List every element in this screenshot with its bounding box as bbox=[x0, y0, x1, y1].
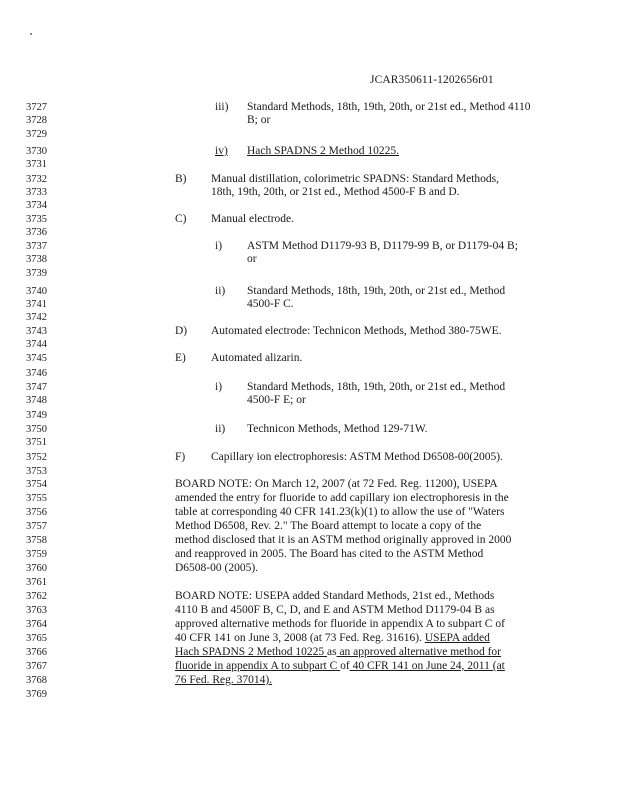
line-number: 3762 bbox=[26, 591, 47, 602]
item-text: B; or bbox=[247, 114, 271, 126]
line-number: 3764 bbox=[26, 619, 47, 630]
item-marker: E) bbox=[175, 352, 186, 364]
line-number: 3755 bbox=[26, 493, 47, 504]
line-number: 3729 bbox=[26, 129, 47, 140]
line-number: 3760 bbox=[26, 563, 47, 574]
note-text: 40 CFR 141 on June 3, 2008 (at 73 Fed. Reg. 31616). bbox=[175, 632, 425, 644]
item-text: or bbox=[247, 253, 257, 265]
note-line: 4110 B and 4500F B, C, D, and E and ASTM Method D1179-04 B as bbox=[175, 604, 495, 616]
item-text: 18th, 19th, 20th, or 21st ed., Method 4500-F B and D. bbox=[211, 186, 460, 198]
line-number: 3761 bbox=[26, 577, 47, 588]
note-amendment-text: 40 CFR 141 on June 24, 2011 (at bbox=[349, 660, 505, 672]
line-number: 3744 bbox=[26, 339, 47, 350]
item-text: 4500-F C. bbox=[247, 298, 294, 310]
note-line: and reapproved in 2005. The Board has cited to the ASTM Method bbox=[175, 548, 484, 560]
note-amendment-text: fluoride in appendix A to subpart C bbox=[175, 660, 341, 672]
line-number: 3734 bbox=[26, 200, 47, 211]
line-number: 3747 bbox=[26, 382, 47, 393]
item-text: Technicon Methods, Method 129-71W. bbox=[247, 423, 428, 435]
note-line: Method D6508, Rev. 2." The Board attempt to locate a copy of the bbox=[175, 520, 482, 532]
item-marker: iv) bbox=[215, 145, 228, 157]
line-number: 3746 bbox=[26, 368, 47, 379]
note-line bbox=[175, 660, 505, 673]
line-number: 3735 bbox=[26, 214, 47, 225]
item-marker: iii) bbox=[215, 101, 229, 113]
line-number: 3727 bbox=[26, 102, 47, 113]
note-line: BOARD NOTE: On March 12, 2007 (at 72 Fed. Reg. 11200), USEPA bbox=[175, 478, 498, 490]
item-text: Standard Methods, 18th, 19th, 20th, or 21st ed., Method bbox=[247, 381, 506, 393]
line-number: 3742 bbox=[26, 312, 47, 323]
line-number: 3756 bbox=[26, 507, 47, 518]
item-marker: ii) bbox=[215, 423, 226, 435]
note-line: method disclosed that it is an ASTM method originally approved in 2000 bbox=[175, 534, 512, 546]
note-amendment-text: USEPA added bbox=[424, 632, 490, 644]
note-line: table at corresponding 40 CFR 141.23(k)(1) to allow the use of "Waters bbox=[175, 506, 505, 518]
line-number: 3732 bbox=[26, 174, 47, 185]
item-marker: i) bbox=[215, 240, 223, 252]
item-text: Hach SPADNS 2 Method 10225. bbox=[247, 145, 399, 157]
item-text: ASTM Method D1179-93 B, D1179-99 B, or D1179-04 B; bbox=[247, 240, 518, 252]
line-number: 3730 bbox=[26, 146, 47, 157]
item-text: Standard Methods, 18th, 19th, 20th, or 21st ed., Method 4110 bbox=[247, 101, 531, 113]
line-number: 3763 bbox=[26, 605, 47, 616]
line-number: 3749 bbox=[26, 410, 47, 421]
note-line: approved alternative methods for fluoride in appendix A to subpart C of bbox=[175, 618, 505, 630]
line-number: 3736 bbox=[26, 227, 47, 238]
line-number: 3739 bbox=[26, 268, 47, 279]
line-number: 3743 bbox=[26, 326, 47, 337]
note-line: BOARD NOTE: USEPA added Standard Methods, 21st ed., Methods bbox=[175, 590, 495, 602]
note-line: 76 Fed. Reg. 37014). bbox=[175, 674, 273, 686]
note-line bbox=[175, 632, 490, 645]
note-line: amended the entry for fluoride to add capillary ion electrophoresis in the bbox=[175, 492, 509, 504]
line-number: 3758 bbox=[26, 535, 47, 546]
line-number: 3767 bbox=[26, 661, 47, 672]
line-number: 3768 bbox=[26, 675, 47, 686]
note-line bbox=[175, 646, 501, 659]
line-number: 3769 bbox=[26, 689, 47, 700]
item-text: Manual distillation, colorimetric SPADNS: Standard Methods, bbox=[211, 173, 500, 185]
line-number: 3737 bbox=[26, 241, 47, 252]
item-text: Standard Methods, 18th, 19th, 20th, or 21st ed., Method bbox=[247, 285, 506, 297]
item-text: Capillary ion electrophoresis: ASTM Method D6508-00(2005). bbox=[211, 451, 503, 463]
item-marker: C) bbox=[175, 213, 187, 225]
line-number: 3738 bbox=[26, 254, 47, 265]
line-number: 3753 bbox=[26, 466, 47, 477]
item-marker: ii) bbox=[215, 285, 226, 297]
note-text: of bbox=[340, 660, 350, 672]
item-text: Automated alizarin. bbox=[211, 352, 303, 364]
document-id: JCAR350611-1202656r01 bbox=[370, 74, 494, 86]
scan-mark bbox=[30, 33, 32, 35]
item-marker: F) bbox=[175, 451, 186, 463]
line-number: 3766 bbox=[26, 647, 47, 658]
line-number: 3728 bbox=[26, 115, 47, 126]
item-marker: B) bbox=[175, 173, 187, 185]
line-number: 3733 bbox=[26, 187, 47, 198]
item-marker: i) bbox=[215, 381, 223, 393]
line-number: 3759 bbox=[26, 549, 47, 560]
note-text: as bbox=[326, 646, 337, 658]
line-number: 3748 bbox=[26, 395, 47, 406]
item-text: Automated electrode: Technicon Methods, Method 380-75WE. bbox=[211, 325, 502, 337]
note-line: D6508-00 (2005). bbox=[175, 562, 259, 574]
line-number: 3751 bbox=[26, 437, 47, 448]
item-marker: D) bbox=[175, 325, 188, 337]
line-number: 3750 bbox=[26, 424, 47, 435]
line-number: 3754 bbox=[26, 479, 47, 490]
line-number: 3740 bbox=[26, 286, 47, 297]
item-text: Manual electrode. bbox=[211, 213, 295, 225]
line-number: 3765 bbox=[26, 633, 47, 644]
line-number: 3741 bbox=[26, 299, 47, 310]
line-number: 3731 bbox=[26, 159, 47, 170]
item-text: 4500-F E; or bbox=[247, 394, 306, 406]
line-number: 3745 bbox=[26, 353, 47, 364]
line-number: 3752 bbox=[26, 452, 47, 463]
note-amendment-text: Hach SPADNS 2 Method 10225 bbox=[175, 646, 327, 658]
line-number: 3757 bbox=[26, 521, 47, 532]
note-amendment-text: an approved alternative method for bbox=[336, 646, 502, 658]
